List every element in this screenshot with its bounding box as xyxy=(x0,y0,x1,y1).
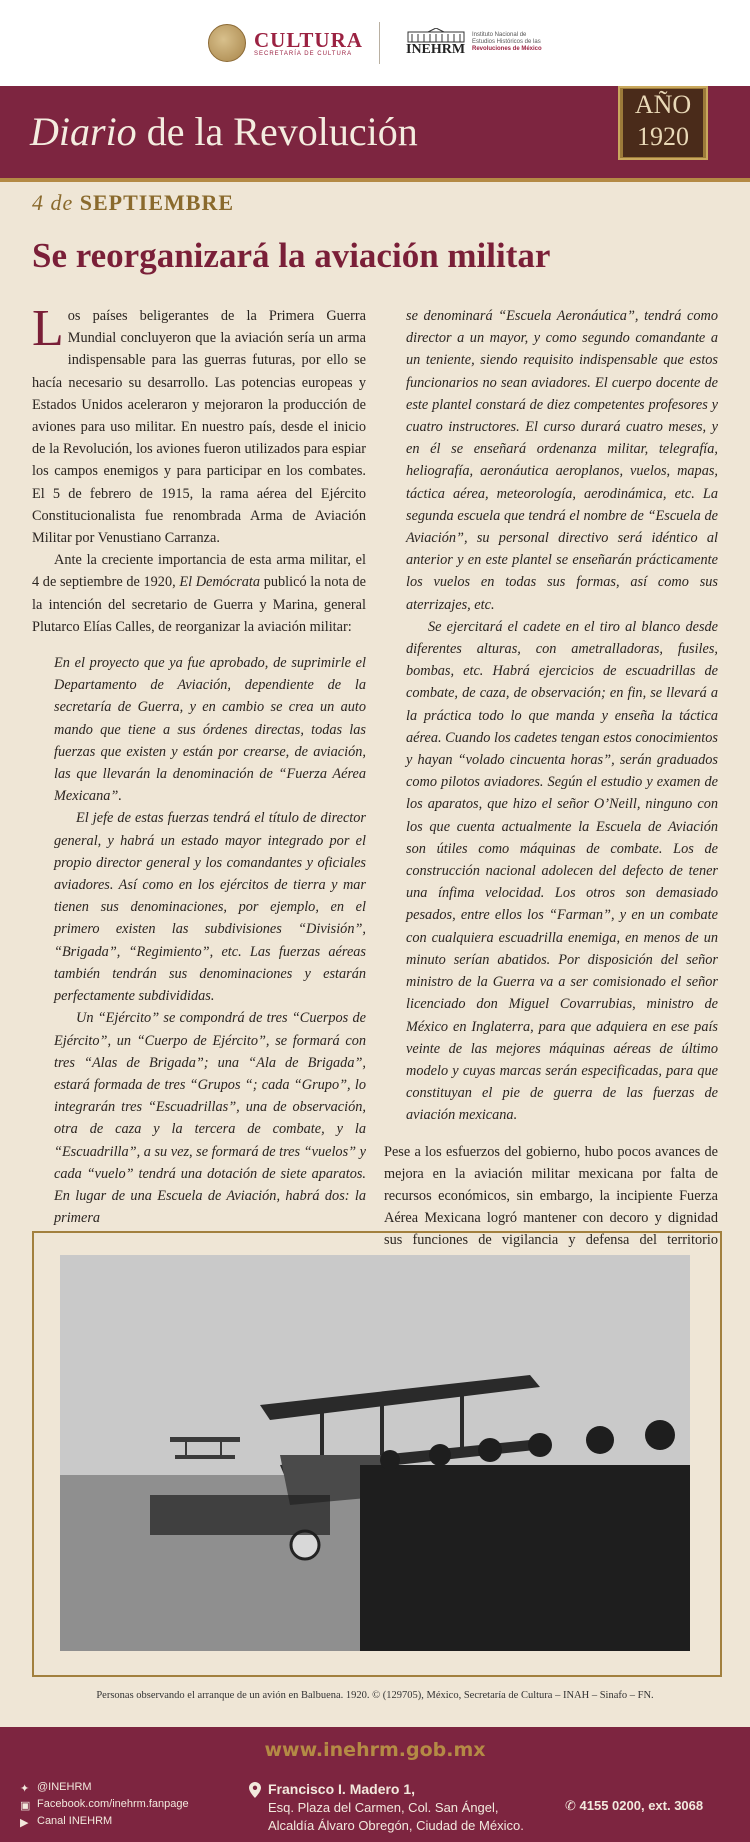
inehrm-wordmark: INEHRM xyxy=(406,42,466,57)
twitter-link[interactable]: ✦ @INEHRM xyxy=(20,1781,92,1795)
inehrm-subtitle: Instituto Nacional de Estudios Históricos de las Revoluciones de México xyxy=(472,31,542,52)
top-header xyxy=(0,0,750,86)
location-pin-icon xyxy=(249,1782,261,1802)
twitter-icon: ✦ xyxy=(20,1783,30,1795)
article-column-left xyxy=(32,300,367,1229)
cultura-logo[interactable] xyxy=(208,24,363,62)
youtube-icon: ▶ xyxy=(20,1817,29,1829)
phone-icon: ✆ xyxy=(565,1798,580,1813)
quote-paragraph-3: Un “Ejército” se compondrá de tres “Cuerpos de Ejército”, un “Cuerpo de Ejército”, se formará con tres “Alas de Brigada”; una “Ala de Brigada”, estará formada de tres “Grupos “; cada “Grupo”, lo integrarán tres “Escuadrillas”, una de observación, otra de caza y la tercera de combate, y la “Escuadrilla”, a su vez, se formará de tres “vuelos” y cada “vuelo” tendrá una dotación de siete aparatos. En lugar de una Escuela de Aviación, habrá dos: la primera xyxy=(54,1010,367,1227)
quote-paragraph-5: Se ejercitará el cadete en el tiro al blanco desde diferentes alturas, con ametralladoras, fusiles, bombas, etc. Habrá ejercicios de escuadrillas de combate, de caza, de observación; en fin, se llevará a la práctica todo lo que manda y enseña la táctica aérea. Cuando los cadetes tengan estos conocimientos y hayan “volado cincuenta horas”, serán graduados como pilotos aviadores. Según el estudio y examen de los aparatos, que hizo el señor O’Neill, ninguno con los que cuenta actualmente la Escuela de Aviación son útiles como máquinas de combate. Los de construcción nacional adolecen del defecto de tener una ínfima velocidad. Los otros son demasiado pesados, entre ellos los “Farman”, y en un combate con cualquiera escuadrilla enemiga, en menos de un minuto serían abatidos. Por disposición del señor ministro de la Guerra va a ser comisionado el señor licenciado don Miguel Covarrubias, ministro de México en Inglaterra, para que adquiera en ese país veinte de las mejores máquinas aéreas de último modelo y cuyas marcas serán especificadas, para que constituyan el pie de guerra de las fuerzas de aviación mexicana. xyxy=(406,618,718,1124)
paragraph-context: Ante la creciente importancia de esta arma militar, el 4 de septiembre de 1920, El Demócrata publicó la nota de la intención del secretario de Guerra y Marina, general Plutarco Elías Calles, de reorganizar la aviación militar: xyxy=(32,552,367,635)
youtube-link[interactable]: ▶ Canal INEHRM xyxy=(20,1815,113,1829)
cultura-wordmark: CULTURA xyxy=(254,28,363,52)
inehrm-logo[interactable] xyxy=(406,28,552,56)
social-links xyxy=(20,1779,189,1830)
paragraph-conclusion: Pese a los esfuerzos del gobierno, hubo pocos avances de mejora en la aviación militar mexicana por falta de recursos económicos, sin embargo, la incipiente Fuerza Aérea Mexicana logró mantener con decoro y dignidad sus funciones de vigilancia y defensa del territorio xyxy=(384,1143,718,1249)
facebook-icon: ▣ xyxy=(20,1800,31,1812)
quote-paragraph-4: se denominará “Escuela Aeronáutica”, tendrá como director a un mayor, y como segundo comandante a un teniente, siendo requisito indispensable que estos funcionarios no sean aviadores. El cuerpo docente de este plantel constará de diez competentes profesores y cuatro instructores. El curso durará cuatro meses, y en él se enseñará ordenanza militar, telegrafía, heliografía, aeronáutica aeroplanos, vuelos, mapas, táctica aérea, meteorología, aerodinámica, etc. La segunda escuela que tendrá el nombre de “Escuela de Aviación”, su personal directivo será idéntico al anterior y en este plantel se enseñarán prácticamente los vuelos en todas sus formas, así como sus aterrizajes, etc. xyxy=(406,308,718,613)
publication-title: Diario de la Revolución xyxy=(30,109,418,154)
drop-cap: L xyxy=(32,300,64,357)
year-badge xyxy=(618,86,708,160)
facebook-link[interactable]: ▣ Facebook.com/inehrm.fanpage xyxy=(20,1798,189,1812)
seal-icon xyxy=(208,24,246,62)
website-link[interactable]: www.inehrm.gob.mx xyxy=(264,1739,486,1761)
article-date: 4 de SEPTIEMBRE xyxy=(32,190,235,215)
quote-paragraph-1: En el proyecto que ya fue aprobado, de suprimirle el Departamento de Aviación, dependiente de la secretaría de Guerra, y en cambio se crea un auto mando que tiene a sus órdenes directas, todas las fuerzas que existen y están por crearse, de aviación, las que llevarán la denominación de “Fuerza Aérea Mexicana”. xyxy=(54,655,366,805)
footer xyxy=(0,1727,750,1842)
postal-address: Francisco I. Madero 1, Esq. Plaza del Carmen, Col. San Ángel, Alcaldía Álvaro Obregón, Ciudad de México. xyxy=(268,1781,524,1833)
cultura-subtitle: SECRETARÍA DE CULTURA xyxy=(254,51,353,57)
photo-caption: Personas observando el arranque de un avión en Balbuena. 1920. © (129705), México, Secretaría de Cultura – INAH – Sinafo – FN. xyxy=(96,1690,654,1701)
header-divider xyxy=(379,22,380,64)
paragraph-intro: Los países beligerantes de la Primera Guerra Mundial concluyeron que la aviación sería un arma indispensable para las guerras futuras, por ello se hacía necesario su desarrollo. Las potencias europeas y Estados Unidos aceleraron y mejoraron la producción de aviones para uso militar. En nuestro país, desde el inicio de la Revolución, los aviones fueron utilizados para espiar los campos enemigos y para participar en los combates. El 5 de febrero de 1915, la rama aérea del Ejército Constitucionalista fue renombrada Arma de Aviación Militar por Venustiano Carranza. xyxy=(32,300,366,547)
phone-number[interactable]: ✆ 4155 0200, ext. 3068 xyxy=(565,1798,704,1813)
banner-rule xyxy=(0,178,750,182)
photo-frame xyxy=(32,1231,722,1677)
quote-paragraph-2: El jefe de estas fuerzas tendrá el título de director general, y habrá un estado mayor integrado por el propio director general y los comandantes y oficiales aviadores. Así como en los ejércitos de tierra y mar tienen sus denominaciones, por ejemplo, en el primero existen las subdivisiones “División”, “Brigada”, “Regimiento”, etc. Las fuerzas aéreas también tendrán sus denominaciones y estarán perfectamente subdivididas. xyxy=(54,810,366,1005)
year-value: 1920 xyxy=(637,122,689,151)
article-column-right xyxy=(384,305,718,1274)
historic-photo xyxy=(60,1255,690,1651)
year-label: AÑO xyxy=(634,90,692,119)
building-icon xyxy=(406,28,466,56)
article-headline: Se reorganizará la aviación militar xyxy=(32,236,551,275)
